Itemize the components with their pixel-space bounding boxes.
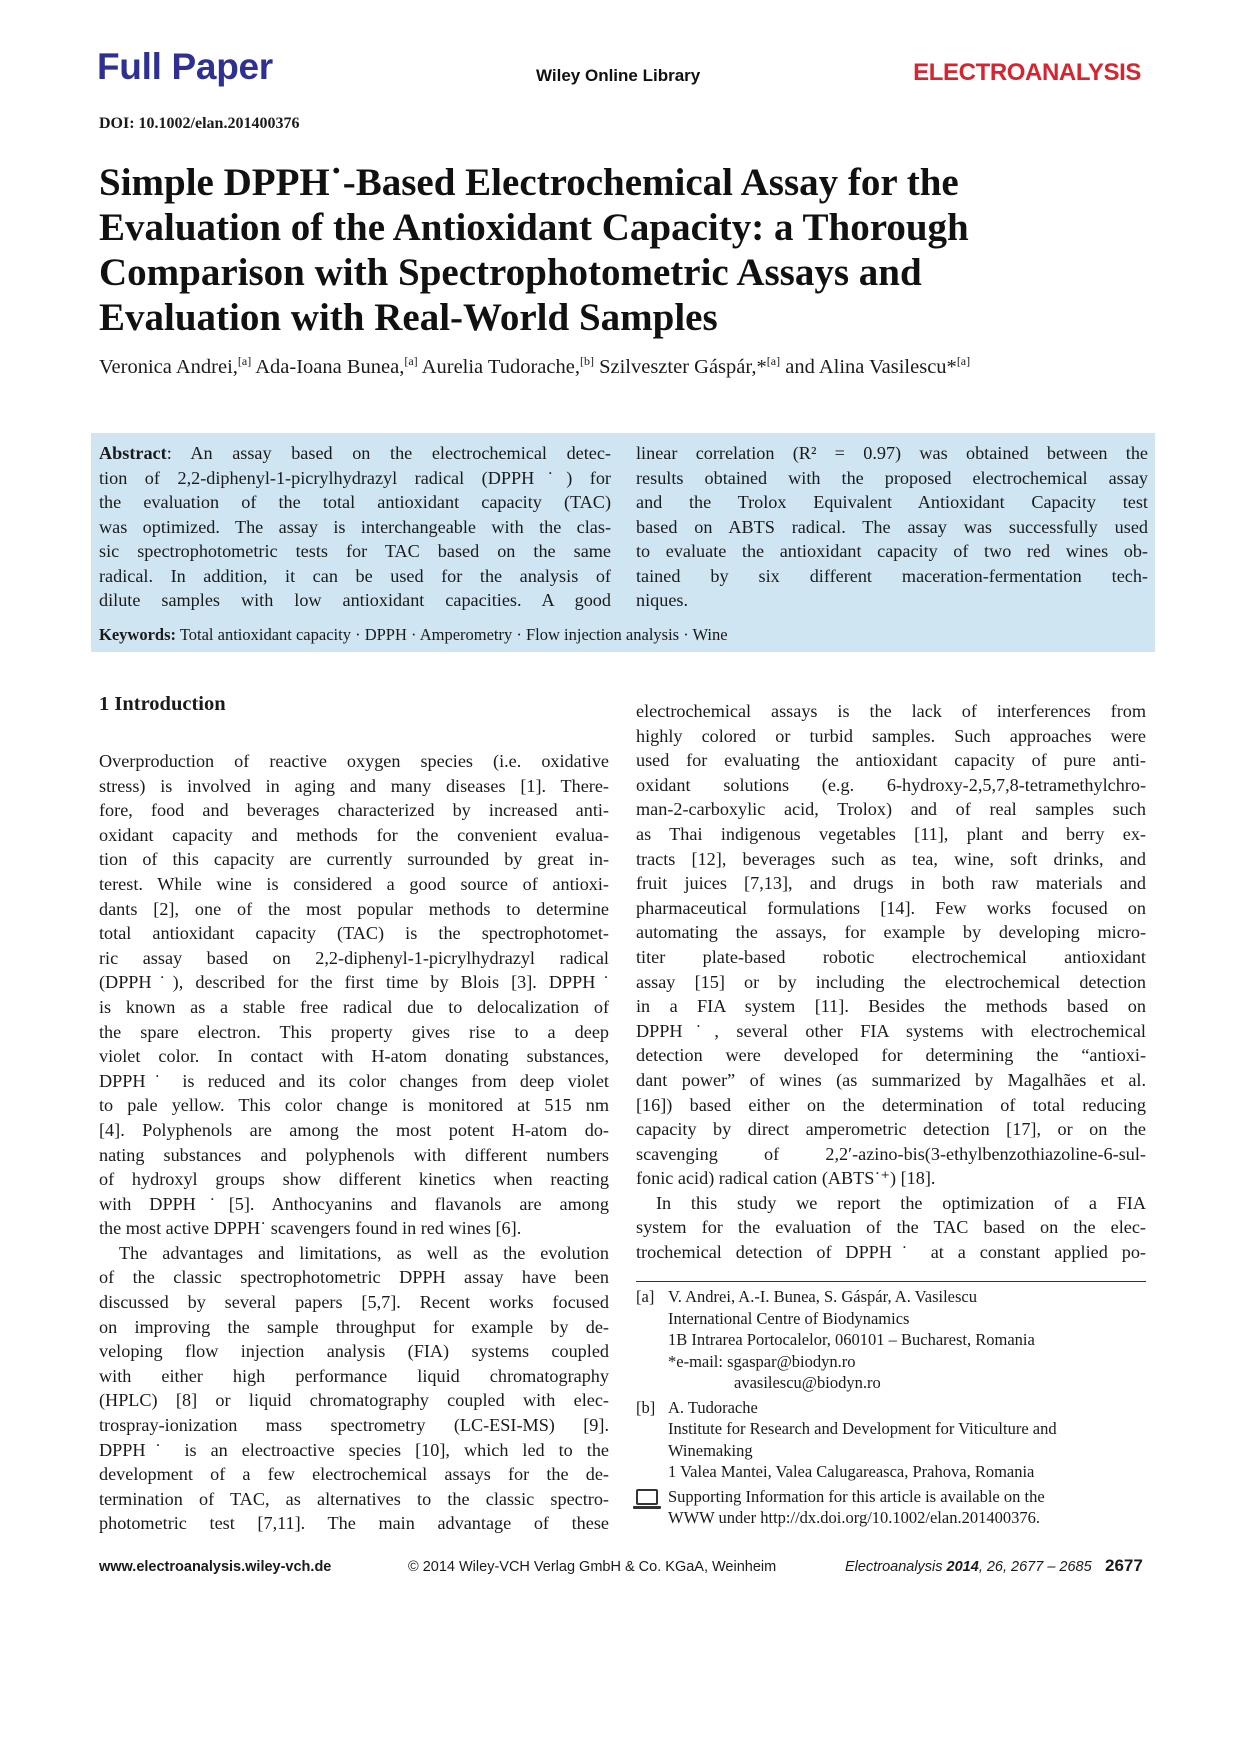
- abstract-line: radical. In addition, it can be used for the analysis of: [99, 565, 611, 586]
- body-text-line: DPPH˙ is reduced and its color changes from deep violet: [99, 1070, 609, 1091]
- author-name: Szilveszter Gáspár,*: [593, 356, 767, 378]
- affiliation-line: Institute for Research and Development for Viticulture and: [668, 1419, 1057, 1438]
- body-text-line: ric assay based on 2,2-diphenyl-1-picrylhydrazyl radical: [99, 947, 609, 968]
- body-text-line: as Thai indigenous vegetables [11], plant and berry ex-: [636, 823, 1146, 844]
- body-text-line: DPPH˙, several other FIA systems with electrochemical: [636, 1020, 1146, 1041]
- affiliation-email[interactable]: *e-mail: sgaspar@biodyn.ro: [668, 1351, 856, 1371]
- keywords-list: Total antioxidant capacity · DPPH · Amperometry · Flow injection analysis · Wine: [179, 625, 728, 644]
- body-text-line: oxidant solutions (e.g. 6-hydroxy-2,5,7,8-tetramethylchro-: [636, 774, 1146, 795]
- body-text-line: (DPPH˙), described for the first time by Blois [3]. DPPH˙: [99, 972, 609, 993]
- author-name: and Alina Vasilescu*: [780, 356, 957, 378]
- abstract-line: Abstract: An assay based on the electrochemical detec-: [99, 443, 611, 463]
- body-text-line: the spare electron. This property gives rise to a deep: [99, 1021, 609, 1042]
- supporting-info-line: Supporting Information for this article is available on the: [668, 1486, 1045, 1506]
- abstract-right-column: [636, 441, 1148, 613]
- body-text-line: fruit juices [7,13], and drugs in both raw materials and: [636, 873, 1146, 894]
- abstract-line: linear correlation (R² = 0.97) was obtained between the: [636, 443, 1148, 463]
- abstract-left-column: [99, 441, 611, 613]
- body-text-line: In this study we report the optimization of a FIA: [656, 1192, 1146, 1213]
- body-text-line: of hydroxyl groups show different kinetics when reacting: [99, 1169, 609, 1190]
- affiliation-line: 1B Intrarea Portocalelor, 060101 – Bucharest, Romania: [668, 1330, 1035, 1349]
- affiliation-tag: [b]: [636, 1397, 656, 1417]
- title-line: Evaluation with Real-World Samples: [99, 296, 718, 339]
- affiliations: [636, 1286, 1156, 1529]
- body-text-line: fore, food and beverages characterized by increased anti-: [99, 800, 609, 821]
- body-text-line: of the classic spectrophotometric DPPH assay have been: [99, 1267, 609, 1288]
- abstract-line: sic spectrophotometric tests for TAC based on the same: [99, 541, 611, 561]
- paper-title: [99, 160, 1139, 340]
- body-text-line: with either high performance liquid chromatography: [99, 1365, 609, 1386]
- body-text-line: [16]) based either on the determination of total reducing: [636, 1094, 1146, 1115]
- author-affiliation: [a]: [237, 354, 252, 368]
- section-heading: 1 Introduction: [99, 693, 226, 715]
- author-affiliation: [a]: [404, 354, 418, 368]
- page-number: 2677: [1105, 1556, 1143, 1575]
- computer-icon: [636, 1489, 658, 1505]
- abstract-line: tained by six different maceration-fermentation tech-: [636, 565, 1148, 586]
- body-text-line: stress) is involved in aging and many diseases [1]. There-: [99, 775, 609, 796]
- body-text-line: dants [2], one of the most popular methods to determine: [99, 898, 609, 919]
- author-affiliation: [a]: [766, 354, 781, 368]
- affiliation-email[interactable]: avasilescu@biodyn.ro: [668, 1373, 881, 1392]
- section-label: Full Paper: [97, 46, 273, 87]
- abstract-line: dilute samples with low antioxidant capacities. A good: [99, 590, 611, 610]
- abstract-line: niques.: [636, 590, 689, 610]
- body-text-line: in a FIA system [11]. Besides the methods based on: [636, 996, 1146, 1017]
- body-text-line: trochemical detection of DPPH˙ at a constant applied po-: [636, 1242, 1146, 1263]
- body-text-line: [4]. Polyphenols are among the most potent H-atom do-: [99, 1119, 609, 1140]
- body-text-line: tracts [12], beverages such as tea, wine, soft drinks, and: [636, 848, 1146, 869]
- abstract-line: and the Trolox Equivalent Antioxidant Capacity test: [636, 492, 1148, 512]
- body-text-line: assay [15] or by including the electrochemical detection: [636, 971, 1146, 992]
- body-text-line: scavenging of 2,2′-azino-bis(3-ethylbenzothiazoline-6-sul-: [636, 1143, 1146, 1164]
- body-text-line: total antioxidant capacity (TAC) is the spectrophotomet-: [99, 923, 609, 944]
- body-text-line: (HPLC) [8] or liquid chromatography coupled with elec-: [99, 1390, 609, 1411]
- body-text-line: discussed by several papers [5,7]. Recent works focused: [99, 1292, 609, 1313]
- supporting-info: [636, 1486, 1156, 1529]
- affiliation-line: 1 Valea Mantei, Valea Calugareasca, Prahova, Romania: [668, 1462, 1035, 1481]
- affiliation-line: A. Tudorache: [668, 1397, 758, 1417]
- body-text-line: terest. While wine is considered a good source of antioxi-: [99, 873, 609, 894]
- affiliation-tag: [a]: [636, 1287, 655, 1306]
- footer-citation: Electroanalysis 2014, 26, 2677 – 2685: [845, 1559, 1092, 1575]
- title-line: Comparison with Spectrophotometric Assays and: [99, 251, 922, 294]
- abstract-line: results obtained with the proposed electrochemical assay: [636, 467, 1148, 488]
- body-text-line: detection were developed for determining the “antioxi-: [636, 1045, 1146, 1066]
- body-text-line: Overproduction of reactive oxygen species (i.e. oxidative: [99, 751, 609, 771]
- body-text-line: is known as a stable free radical due to delocalization of: [99, 996, 609, 1017]
- author-affiliation: [b]: [579, 354, 594, 368]
- body-text-line: The advantages and limitations, as well as the evolution: [119, 1242, 609, 1263]
- footnote-divider: [636, 1281, 1146, 1282]
- body-text-line: pharmaceutical formulations [14]. Few works focused on: [636, 897, 1146, 918]
- author-affiliation: [a]: [956, 354, 971, 368]
- body-text-line: to pale yellow. This color change is monitored at 515 nm: [99, 1095, 609, 1116]
- body-text-line: with DPPH˙[5]. Anthocyanins and flavanols are among: [99, 1193, 609, 1214]
- body-text-line: nating substances and polyphenols with different numbers: [99, 1144, 609, 1165]
- author-name: Aurelia Tudorache,: [417, 356, 580, 378]
- body-text-line: highly colored or turbid samples. Such approaches were: [636, 725, 1146, 746]
- body-text-line: automating the assays, for example by developing micro-: [636, 922, 1146, 943]
- affiliation-line: V. Andrei, A.-I. Bunea, S. Gáspár, A. Vasilescu: [668, 1287, 977, 1306]
- affiliation-a: [636, 1286, 1156, 1394]
- affiliation-line: International Centre of Biodynamics: [668, 1308, 910, 1328]
- abstract-line: based on ABTS radical. The assay was successfully used: [636, 516, 1148, 537]
- abstract-line: to evaluate the antioxidant capacity of two red wines ob-: [636, 541, 1148, 561]
- supporting-info-link[interactable]: WWW under http://dx.doi.org/10.1002/elan.201400376.: [668, 1508, 1040, 1527]
- body-text-line: used for evaluating the antioxidant capacity of pure anti-: [636, 750, 1146, 771]
- body-text-line: termination of TAC, as alternatives to the classic spectro-: [99, 1488, 609, 1509]
- author-name: Veronica Andrei,: [99, 356, 238, 378]
- author-list: [99, 356, 1159, 379]
- journal-name: ELECTROANALYSIS: [913, 59, 1141, 86]
- body-text-line: fonic acid) radical cation (ABTS˙⁺) [18].: [636, 1168, 936, 1189]
- abstract-line: the evaluation of the total antioxidant capacity (TAC): [99, 492, 611, 512]
- body-text-line: tion of this capacity are currently surrounded by great in-: [99, 849, 609, 870]
- body-text-line: violet color. In contact with H-atom donating substances,: [99, 1046, 609, 1067]
- keywords-label: Keywords:: [99, 625, 176, 644]
- author-name: Ada-Ioana Bunea,: [251, 356, 405, 378]
- body-text-line: on improving the sample throughput for example by de-: [99, 1316, 609, 1337]
- body-text-line: DPPH˙ is an electroactive species [10], which led to the: [99, 1439, 609, 1460]
- body-text-line: titer plate-based robotic electrochemical antioxidant: [636, 946, 1146, 967]
- abstract-line: was optimized. The assay is interchangeable with the clas-: [99, 516, 611, 537]
- body-text-line: system for the evaluation of the TAC based on the elec-: [636, 1217, 1146, 1238]
- footer-copyright: © 2014 Wiley-VCH Verlag GmbH & Co. KGaA, Weinheim: [408, 1559, 777, 1575]
- keywords: [99, 625, 728, 645]
- doi: DOI: 10.1002/elan.201400376: [99, 115, 300, 132]
- body-text-line: the most active DPPH˙ scavengers found in red wines [6].: [99, 1218, 522, 1239]
- body-text-line: man-2-carboxylic acid, Trolox) and of real samples such: [636, 799, 1146, 820]
- footer-url[interactable]: www.electroanalysis.wiley-vch.de: [99, 1559, 332, 1575]
- body-text-line: development of a few electrochemical assays for the de-: [99, 1464, 609, 1485]
- library-label: Wiley Online Library: [536, 66, 701, 85]
- abstract-label: Abstract: [99, 443, 167, 463]
- body-text-line: trospray-ionization mass spectrometry (LC-ESI-MS) [9].: [99, 1415, 609, 1436]
- affiliation-b: [636, 1397, 1156, 1483]
- body-text-line: veloping flow injection analysis (FIA) systems coupled: [99, 1341, 609, 1362]
- body-text-line: photometric test [7,11]. The main advantage of these: [99, 1513, 609, 1534]
- body-left-column: [99, 749, 609, 1536]
- abstract-line: tion of 2,2-diphenyl-1-picrylhydrazyl radical (DPPH˙) for: [99, 467, 611, 488]
- title-line: Simple DPPH˙-Based Electrochemical Assay for the: [99, 161, 959, 204]
- body-text-line: capacity by direct amperometric detection [17], or on the: [636, 1119, 1146, 1140]
- affiliation-line: Winemaking: [668, 1440, 753, 1460]
- body-text-line: oxidant capacity and methods for the convenient evalua-: [99, 824, 609, 845]
- body-text-line: electrochemical assays is the lack of interferences from: [636, 701, 1146, 721]
- body-right-column: [636, 699, 1146, 1265]
- title-line: Evaluation of the Antioxidant Capacity: a Thorough: [99, 206, 969, 249]
- body-text-line: dant power” of wines (as summarized by Magalhães et al.: [636, 1069, 1146, 1090]
